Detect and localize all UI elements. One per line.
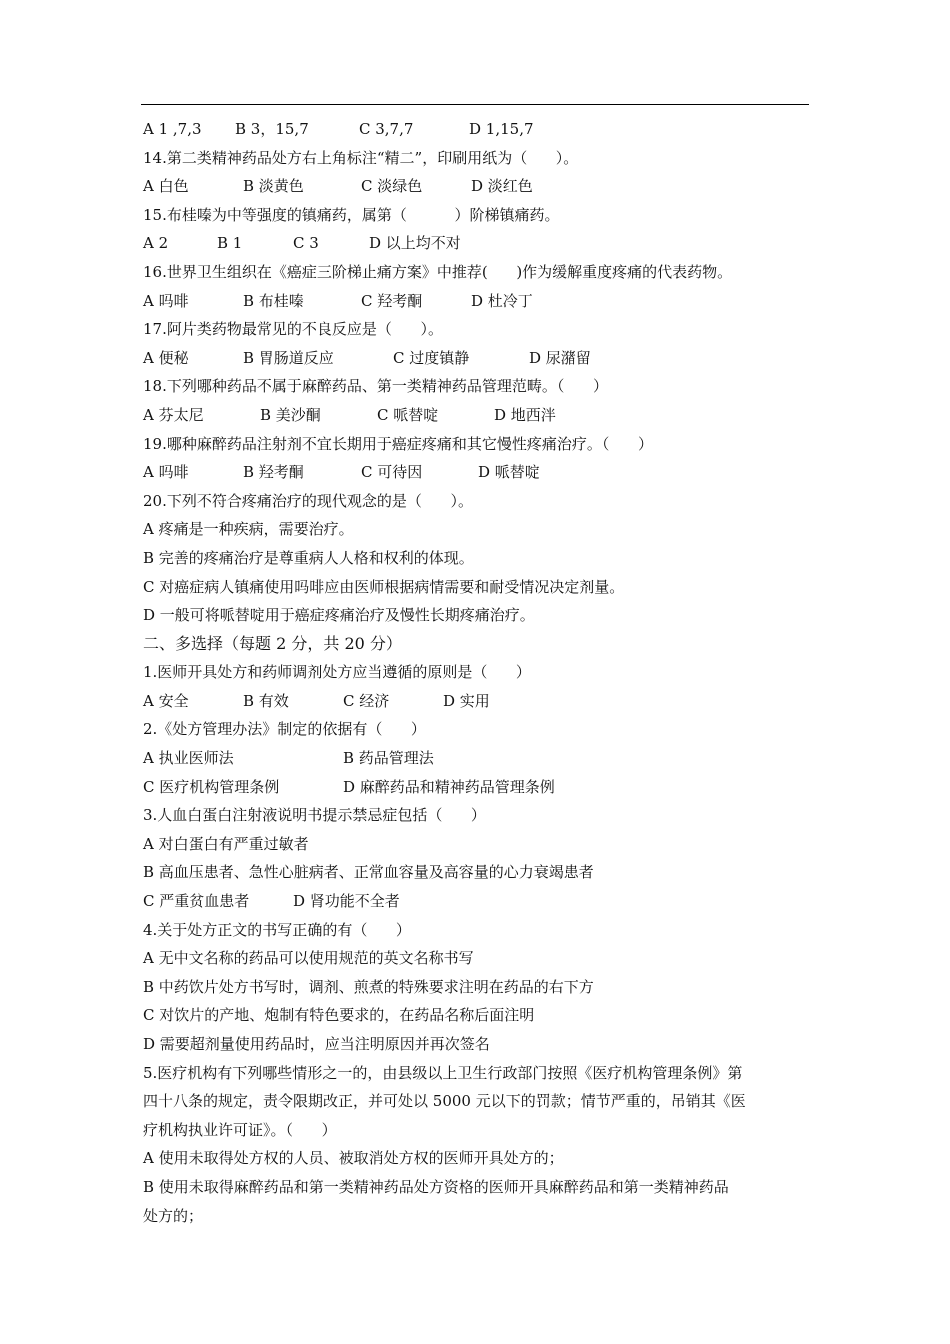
options-row <box>143 458 813 487</box>
option-item: A 吗啡 <box>143 291 189 310</box>
text-line: 四十八条的规定，责令限期改正，并可处以 5000 元以下的罚款；情节严重的，吊销其《医 <box>143 1092 746 1111</box>
option-item: A 安全 <box>143 691 189 710</box>
option-item: B 药品管理法 <box>343 749 434 768</box>
text-line: 20.下列不符合疼痛治疗的现代观念的是（ ）。 <box>143 491 473 510</box>
text-line: 17.阿片类药物最常见的不良反应是（ ）。 <box>143 320 443 339</box>
option-item: B 胃肠道反应 <box>243 348 334 367</box>
text-line: 疗机构执业许可证》。（ ） <box>143 1120 337 1139</box>
option-item: D 以上均不对 <box>369 234 461 253</box>
text-line: 16.世界卫生组织在《癌症三阶梯止痛方案》中推荐( )作为缓解重度疼痛的代表药物。 <box>143 262 733 281</box>
option-item: C 过度镇静 <box>393 348 470 367</box>
option-item: B 布桂嗪 <box>243 291 304 310</box>
option-item: A 白色 <box>143 177 189 196</box>
option-item: C 羟考酮 <box>361 291 423 310</box>
text-line: B 高血压患者、急性心脏病者、正常血容量及高容量的心力衰竭患者 <box>143 863 594 882</box>
option-item: D 地西泮 <box>494 405 556 424</box>
option-item: A 便秘 <box>143 348 189 367</box>
option-item: D 肾功能不全者 <box>293 892 400 911</box>
option-item: A 2 <box>143 234 169 253</box>
option-item: A 吗啡 <box>143 463 189 482</box>
option-item: B 有效 <box>243 691 289 710</box>
text-line: 15.布桂嗪为中等强度的镇痛药，属第（ ）阶梯镇痛药。 <box>143 205 560 224</box>
options-row <box>143 115 813 144</box>
text-line: B 完善的疼痛治疗是尊重病人人格和权利的体现。 <box>143 548 474 567</box>
text-line: B 中药饮片处方书写时，调剂、煎煮的特殊要求注明在药品的右下方 <box>143 977 594 996</box>
option-item: C 淡绿色 <box>361 177 423 196</box>
option-item: C 哌替啶 <box>377 405 439 424</box>
text-line: 18.下列哪种药品不属于麻醉药品、第一类精神药品管理范畴。（ ） <box>143 377 608 396</box>
options-row <box>143 744 813 773</box>
text-line: D 一般可将哌替啶用于癌症疼痛治疗及慢性长期疼痛治疗。 <box>143 606 535 625</box>
text-line: 1.医师开具处方和药师调剂处方应当遵循的原则是（ ） <box>143 663 531 682</box>
text-line: C 对饮片的产地、炮制有特色要求的，在药品名称后面注明 <box>143 1006 535 1025</box>
text-line: 5.医疗机构有下列哪些情形之一的，由县级以上卫生行政部门按照《医疗机构管理条例》第 <box>143 1063 743 1082</box>
option-item: A 1 ,7,3 <box>143 120 202 138</box>
option-item: B 淡黄色 <box>243 177 304 196</box>
text-line: 4.关于处方正文的书写正确的有（ ） <box>143 920 411 939</box>
text-line: A 对白蛋白有严重过敏者 <box>143 834 309 853</box>
options-row <box>143 287 813 316</box>
option-item: C 可待因 <box>361 463 423 482</box>
text-line: 14.第二类精神药品处方右上角标注“精二”，印刷用纸为（ ）。 <box>143 148 579 167</box>
option-item: B 1 <box>217 234 243 253</box>
text-line: 3.人血白蛋白注射液说明书提示禁忌症包括（ ） <box>143 806 486 825</box>
text-line: A 使用未取得处方权的人员、被取消处方权的医师开具处方的； <box>143 1149 564 1168</box>
text-line: B 使用未取得麻醉药品和第一类精神药品处方资格的医师开具麻醉药品和第一类精神药品 <box>143 1177 729 1196</box>
options-row <box>143 887 813 916</box>
options-row <box>143 687 813 716</box>
option-item: C 3,7,7 <box>359 120 414 138</box>
option-item: A 执业医师法 <box>143 749 234 768</box>
text-line: A 疼痛是一种疾病，需要治疗。 <box>143 520 354 539</box>
option-item: D 1,15,7 <box>469 120 534 138</box>
section-heading: 二、多选择（每题 2 分，共 20 分） <box>143 633 402 653</box>
option-item: B 羟考酮 <box>243 463 304 482</box>
option-item: D 实用 <box>443 691 490 710</box>
options-row <box>143 229 813 258</box>
option-item: D 麻醉药品和精神药品管理条例 <box>343 777 555 796</box>
option-item: D 杜冷丁 <box>471 291 533 310</box>
option-item: B 美沙酮 <box>260 405 321 424</box>
option-item: D 尿潴留 <box>529 348 591 367</box>
option-item: C 医疗机构管理条例 <box>143 777 280 796</box>
text-line: A 无中文名称的药品可以使用规范的英文名称书写 <box>143 949 474 968</box>
option-item: C 经济 <box>343 691 390 710</box>
options-row <box>143 172 813 201</box>
option-item: A 芬太尼 <box>143 405 204 424</box>
exam-content <box>143 115 813 1230</box>
option-item: B 3，15,7 <box>235 120 309 138</box>
text-line: 2.《处方管理办法》制定的依据有（ ） <box>143 720 426 739</box>
option-item: D 哌替啶 <box>478 463 540 482</box>
text-line: 19.哪种麻醉药品注射剂不宜长期用于癌症疼痛和其它慢性疼痛治疗。（ ） <box>143 434 653 453</box>
header-rule <box>141 104 809 105</box>
options-row <box>143 344 813 373</box>
option-item: D 淡红色 <box>471 177 533 196</box>
text-line: D 需要超剂量使用药品时，应当注明原因并再次签名 <box>143 1035 490 1053</box>
options-row <box>143 773 813 802</box>
option-item: C 严重贫血患者 <box>143 892 250 911</box>
option-item: C 3 <box>293 234 319 253</box>
options-row <box>143 401 813 430</box>
text-line: C 对癌症病人镇痛使用吗啡应由医师根据病情需要和耐受情况决定剂量。 <box>143 577 625 596</box>
text-line: 处方的； <box>143 1206 204 1225</box>
